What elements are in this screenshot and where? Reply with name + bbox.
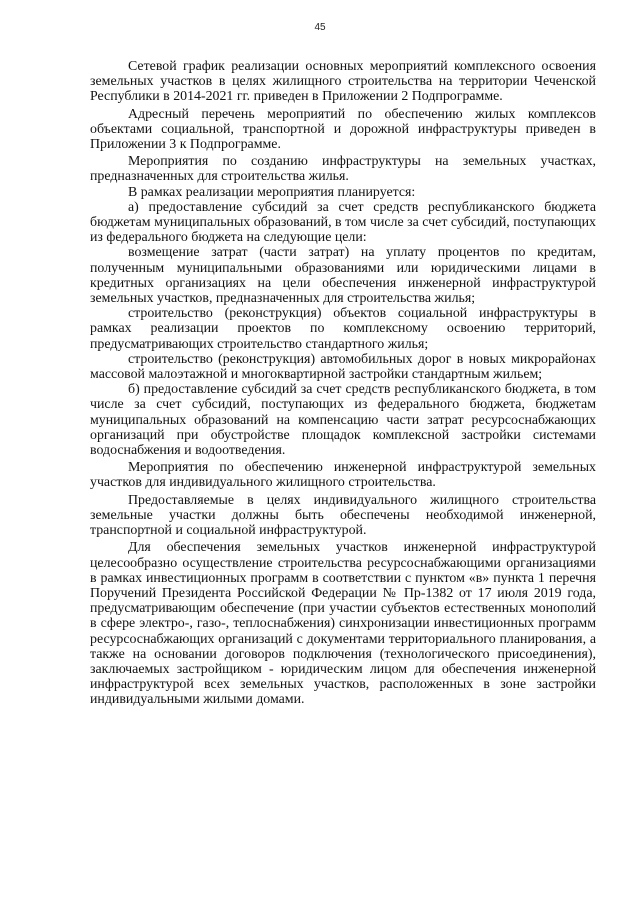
paragraph-individual-housing-measures: Мероприятия по обеспечению инженерной инфраструктурой земельных участков для индивидуального жилищного строительства.: [90, 460, 596, 491]
paragraph-cost-compensation: возмещение затрат (части затрат) на уплату процентов по кредитам, полученным муниципальными образованиями или юридическими лицами в кредитных организациях на цели обеспечения инженерной инфраструктурой земельных участков, предназначенных для строительства жилья;: [90, 245, 596, 307]
paragraph-land-plots: Предоставляемые в целях индивидуального жилищного строительства земельные участки должны быть обеспечены необходимой инженерной, транспортной и социальной инфраструктурой.: [90, 492, 596, 539]
paragraph-social-infrastructure: строительство (реконструкция) объектов социальной инфраструктуры в рамках реализации проектов по комплексному освоению территорий, предусматривающих строительство стандартного жилья;: [90, 306, 596, 352]
paragraph-planned: В рамках реализации мероприятия планируется:: [128, 184, 416, 200]
paragraph-address-list: Адресный перечень мероприятий по обеспечению жилых комплексов объектами социальной, транспортной и дорожной инфраструктуры приведен в Приложении 3 к Подпрограмме.: [90, 106, 596, 153]
paragraph-engineering-provision: Для обеспечения земельных участков инженерной инфраструктурой целесообразно осуществление строительства ресурсоснабжающими организациями в рамках инвестиционных программ в соответствии с пунктом «в» пункта 1 перечня Поручений Президента Российской Федерации № Пр-1382 от 17 июля 2019 года, предусматривающим обеспечение (при участии субъектов естественных монополий в сфере электро-, газо-, теплоснабжения) синхронизации инвестиционных программ ресурсоснабжающих организаций с документами территориального планирования, а также на основании договоров подключения (технологического присоединения), заключаемых застройщиком - юридическим лицом для обеспечения инженерной инфраструктурой всех земельных участков, расположенных в зоне застройки индивидуальными жилыми домами.: [90, 540, 596, 708]
paragraph-network-schedule: Сетевой график реализации основных мероприятий комплексного освоения земельных участков в целях жилищного строительства на территории Чеченской Республики в 2014-2021 гг. приведен в Приложении 2 Подпрограмме.: [90, 59, 596, 105]
document-body: [90, 59, 596, 708]
paragraph-item-b: б) предоставление субсидий за счет средств республиканского бюджета, в том числе за счет субсидий, поступающих из федерального бюджета, бюджетам муниципальных образований на компенсацию части затрат ресурсоснабжающих организаций при обустройстве площадок комплексной застройки системами водоснабжения и водоотведения.: [90, 382, 596, 459]
paragraph-item-a: а) предоставление субсидий за счет средств республиканского бюджета бюджетам муниципальных образований, в том числе за счет субсидий, поступающих из федерального бюджета на следующие цели:: [90, 199, 596, 246]
paragraph-roads: строительство (реконструкция) автомобильных дорог в новых микрорайонах массовой малоэтажной и многоквартирной застройки стандартным жильем;: [90, 351, 596, 383]
paragraph-infrastructure-measures: Мероприятия по созданию инфраструктуры на земельных участках, предназначенных для строительства жилья.: [90, 154, 596, 185]
page-number: 45: [314, 22, 326, 33]
